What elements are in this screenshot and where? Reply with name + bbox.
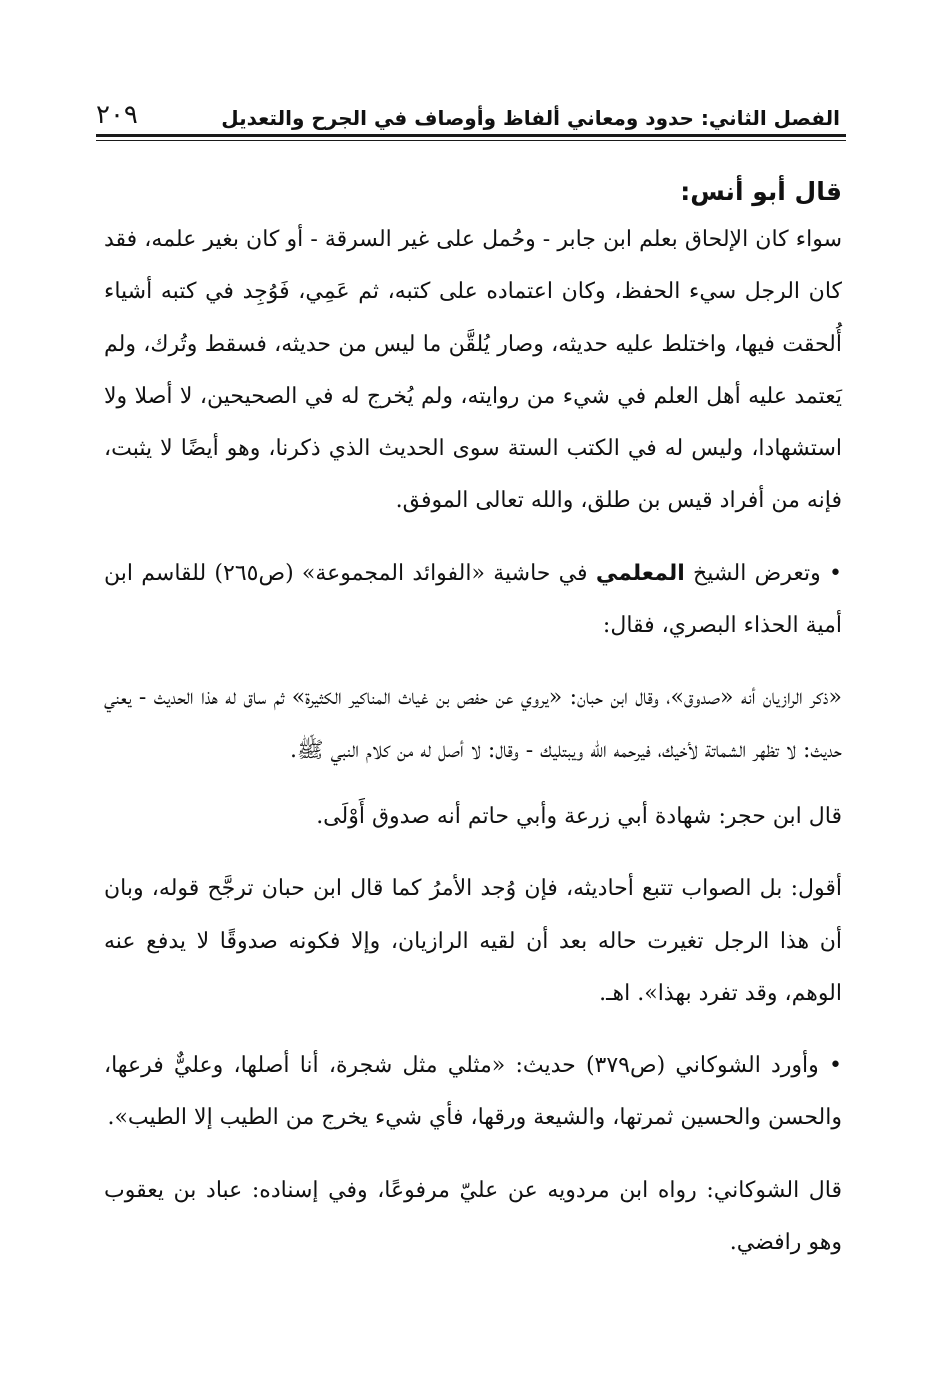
running-header [96,84,840,128]
paragraph-ibn-hajar: قال ابن حجر: شهادة أبي زرعة وأبي حاتم أنه صدوق أَوْلَى. [316,803,842,829]
quote-paragraph: «ذكر الرازيان أنه «صدوق»، وقال ابن حبان: «يروي عن حفص بن غياث المناكير الكثيرة» ثم ساق له هذا الحديث - يعني حديث: لا تظهر الشماتة لأخيك، فيرحمه الله ويبتليك - وقال: لا أصل له من كلام النبي ﷺ. [104,685,842,763]
chapter-title: الفصل الثاني: حدود ومعاني ألفاظ وأوصاف في الجرح والتعديل [221,106,840,130]
page-body [104,170,842,1269]
page-number: ٢٠٩ [96,100,138,130]
section-heading: قال أبو أنس: [680,177,842,206]
paragraph-aqoul: أقول: بل الصواب تتبع أحاديثه، فإن وُجد الأمرُ كما قال ابن حبان ترجَّح قوله، وبان أن هذا الرجل تغيرت حاله بعد أن لقيه الرازيان، وإلا فكونه صدوقًا لا يدفع عنه الوهم، وقد تفرد بهذا». اهـ. [104,876,842,1006]
header-rule-thin [96,140,846,141]
paragraph-2-text-pre: وتعرض الشيخ [684,560,821,586]
scholar-name: المعلمي [595,560,685,586]
paragraph-2-text-post: في حاشية «الفوائد المجموعة» (ص٢٦٥) للقاسم ابن أمية الحذاء البصري، فقال: [104,560,842,639]
paragraph-2 [104,548,842,653]
paragraph-1: سواء كان الإلحاق بعلم ابن جابر - وحُمل على غير السرقة - أو كان بغير علمه، فقد كان الرجل سيء الحفظ، وكان اعتماده على كتبه، ثم عَمِي، فَوُجِد في كتبه أشياء أُلحقت فيها، واختلط عليه حديثه، وصار يُلقَّن ما ليس من حديثه، فسقط وتُرك، ولم يَعتمد عليه أهل العلم في شيء من روايته، ولم يُخرج له في الصحيحين، لا أصلا ولا استشهادا، وليس له في الكتب الستة سوى الحديث الذي ذكرنا، وهو أيضًا لا يثبت، فإنه من أفراد قيس بن طلق، والله تعالى الموفق. [104,227,842,514]
paragraph-shawkani-comment: قال الشوكاني: رواه ابن مردويه عن عليّ مرفوعًا، وفي إسناده: عباد بن يعقوب وهو رافضي. [104,1177,842,1256]
paragraph-shawkani-hadith: • وأورد الشوكاني (ص٣٧٩) حديث: «مثلي مثل شجرة، أنا أصلها، وعليٌّ فرعها، والحسن والحسين ثمرتها، والشيعة ورقها، فأي شيء يخرج من الطيب إلا الطيب». [104,1040,842,1145]
header-rule-thick [96,134,846,137]
